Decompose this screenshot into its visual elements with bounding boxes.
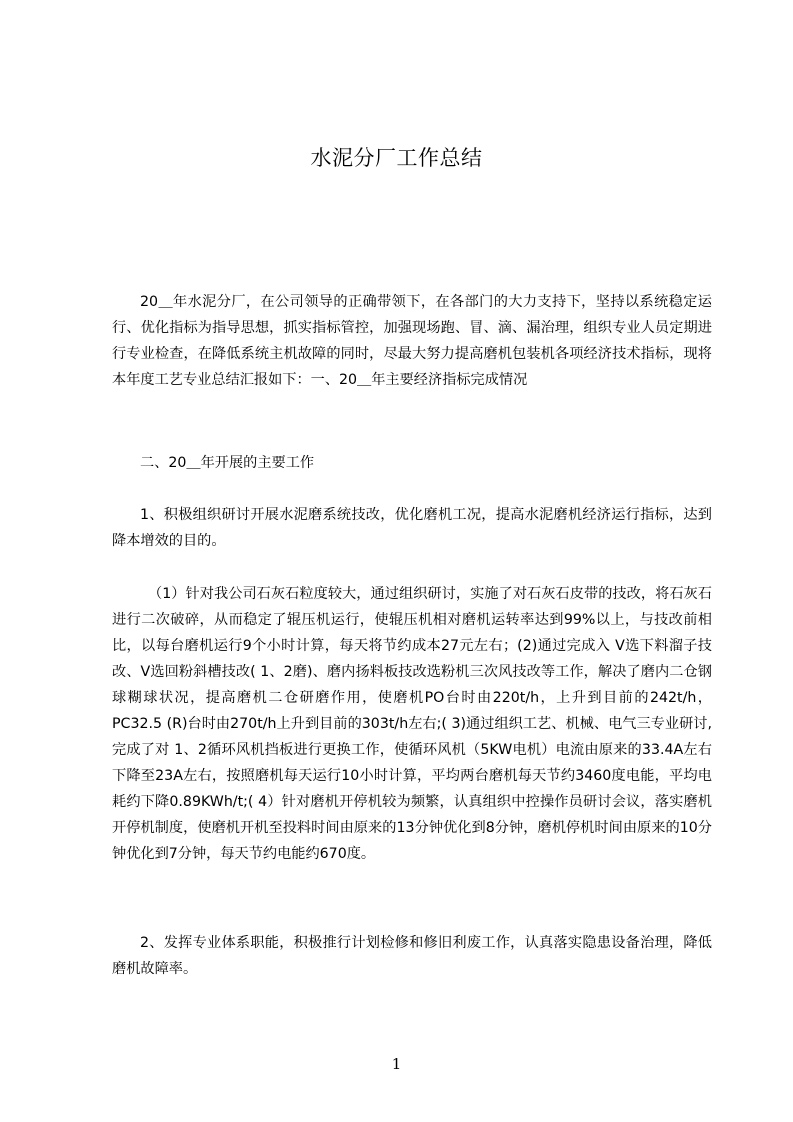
work-item-2-paragraph: 2、发挥专业体系职能，积极推行计划检修和修旧利废工作，认真落实隐患设备治理，降低磨机故障率。 — [112, 935, 712, 977]
page-number: 1 — [391, 1055, 402, 1073]
document-title: 水泥分厂工作总结 — [310, 146, 483, 170]
work-item-1-paragraph: 1、积极组织研讨开展水泥磨系统技改，优化磨机工况，提高水泥磨机经济运行指标，达到降本增效的目的。 — [112, 507, 712, 549]
intro-paragraph: 20＿年水泥分厂，在公司领导的正确带领下，在各部门的大力支持下，坚持以系统稳定运行、优化指标为指导思想，抓实指标管控，加强现场跑、冒、滴、漏治理，组织专业人员定期进行专业检查，在降低系统主机故障的同时，尽最大努力提高磨机包装机各项经济技术指标，现将本年度工艺专业总结汇报如下：一、20＿年主要经济指标完成情况 — [112, 294, 712, 388]
work-item-1-details-paragraph: （1）针对我公司石灰石粒度较大，通过组织研讨，实施了对石灰石皮带的技改，将石灰石进行二次破碎，从而稳定了辊压机运行，使辊压机相对磨机运转率达到99%以上，与技改前相比，以每台磨机运行9个小时计算，每天将节约成本27元左右；(2)通过完成入 V选下料溜子技改、V选回粉斜槽技改( 1、2磨)、磨内扬料板技改选粉机三次风技改等工作，解决了磨内二仓钢球糊球状况，提高磨机二仓研磨作用，使磨机PO台时由220t/h，上升到目前的242t/h，PC32.5 (R)台时由270t/h上升到目前的303t/h左右;( 3)通过组织工艺、机械、电气三专业研讨,完成了对 1、2循环风机挡板进行更换工作，使循环风机（5KW电机）电流由原来的33.4A左右下降至23A左右，按照磨机每天运行10小时计算，平均两台磨机每天节约3460度电能，平均电耗约下降0.89KWh/t;( 4）针对磨机开停机较为频繁，认真组织中控操作员研讨会议，落实磨机开停机制度，使磨机开机至投料时间由原来的13分钟优化到8分钟，磨机停机时间由原来的10分钟优化到7分钟，每天节约电能约670度。 — [112, 586, 712, 862]
section-heading-main-work: 二、20＿年开展的主要工作 — [140, 455, 315, 471]
